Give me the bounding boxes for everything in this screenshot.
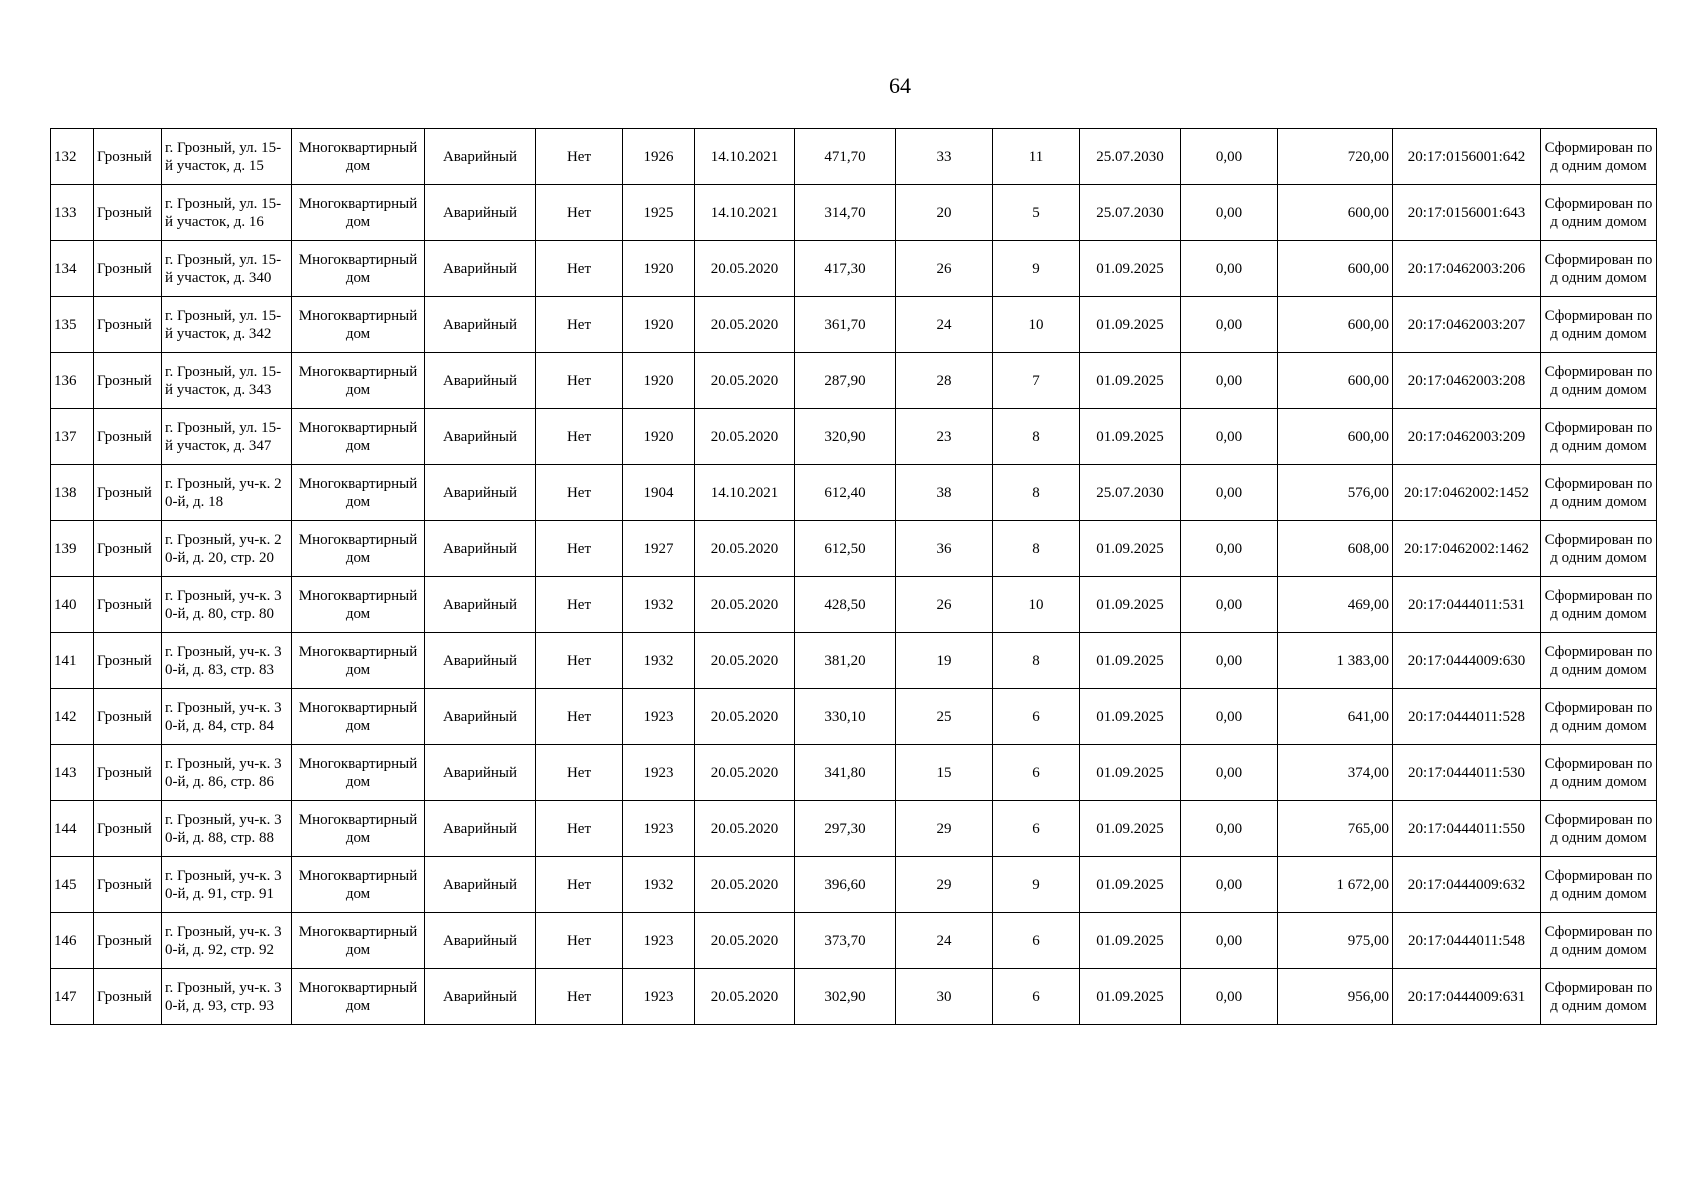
cell-condition-status: Аварийный — [425, 745, 536, 801]
cell-flag: Нет — [536, 913, 623, 969]
page-number: 64 — [889, 73, 911, 98]
table-body — [51, 129, 1657, 1025]
cell-residents: 26 — [896, 577, 993, 633]
cell-land-note: Сформирован под одним домом — [1541, 297, 1657, 353]
cell-area: 417,30 — [795, 241, 896, 297]
cell-value-2: 469,00 — [1278, 577, 1393, 633]
cell-land-note: Сформирован под одним домом — [1541, 577, 1657, 633]
cell-recognition-date: 20.05.2020 — [695, 409, 795, 465]
cell-value-2: 600,00 — [1278, 409, 1393, 465]
cell-flag: Нет — [536, 409, 623, 465]
cell-build-year: 1920 — [623, 297, 695, 353]
cell-address: г. Грозный, уч-к. 30-й, д. 86, стр. 86 — [162, 745, 292, 801]
cell-build-year: 1932 — [623, 633, 695, 689]
cell-land-note: Сформирован под одним домом — [1541, 801, 1657, 857]
cell-residents: 20 — [896, 185, 993, 241]
cell-area: 297,30 — [795, 801, 896, 857]
cell-city: Грозный — [94, 241, 162, 297]
cell-area: 471,70 — [795, 129, 896, 185]
cell-deadline: 01.09.2025 — [1080, 857, 1181, 913]
cell-address: г. Грозный, уч-к. 30-й, д. 84, стр. 84 — [162, 689, 292, 745]
cell-flag: Нет — [536, 185, 623, 241]
cell-city: Грозный — [94, 801, 162, 857]
cell-land-note: Сформирован под одним домом — [1541, 185, 1657, 241]
cell-cadastral-number: 20:17:0156001:643 — [1393, 185, 1541, 241]
cell-land-note: Сформирован под одним домом — [1541, 353, 1657, 409]
cell-city: Грозный — [94, 689, 162, 745]
cell-area: 341,80 — [795, 745, 896, 801]
cell-build-year: 1920 — [623, 241, 695, 297]
cell-city: Грозный — [94, 857, 162, 913]
cell-condition-status: Аварийный — [425, 521, 536, 577]
cell-city: Грозный — [94, 297, 162, 353]
cell-value-1: 0,00 — [1181, 521, 1278, 577]
table-row — [51, 689, 1657, 745]
table-row — [51, 913, 1657, 969]
cell-row-number: 144 — [51, 801, 94, 857]
cell-recognition-date: 20.05.2020 — [695, 633, 795, 689]
cell-condition-status: Аварийный — [425, 857, 536, 913]
cell-recognition-date: 20.05.2020 — [695, 969, 795, 1025]
cell-value-1: 0,00 — [1181, 689, 1278, 745]
cell-recognition-date: 20.05.2020 — [695, 353, 795, 409]
cell-address: г. Грозный, уч-к. 30-й, д. 92, стр. 92 — [162, 913, 292, 969]
cell-cadastral-number: 20:17:0444011:531 — [1393, 577, 1541, 633]
cell-address: г. Грозный, уч-к. 30-й, д. 88, стр. 88 — [162, 801, 292, 857]
cell-build-year: 1923 — [623, 801, 695, 857]
cell-recognition-date: 20.05.2020 — [695, 801, 795, 857]
cell-area: 396,60 — [795, 857, 896, 913]
housing-registry-table — [50, 128, 1657, 1025]
cell-condition-status: Аварийный — [425, 129, 536, 185]
cell-building-type: Многоквартирный дом — [292, 577, 425, 633]
cell-value-2: 374,00 — [1278, 745, 1393, 801]
cell-cadastral-number: 20:17:0462003:208 — [1393, 353, 1541, 409]
cell-city: Грозный — [94, 129, 162, 185]
cell-value-2: 608,00 — [1278, 521, 1393, 577]
cell-deadline: 01.09.2025 — [1080, 745, 1181, 801]
cell-value-1: 0,00 — [1181, 745, 1278, 801]
cell-value-2: 576,00 — [1278, 465, 1393, 521]
cell-value-1: 0,00 — [1181, 241, 1278, 297]
cell-residents: 36 — [896, 521, 993, 577]
cell-row-number: 137 — [51, 409, 94, 465]
cell-deadline: 25.07.2030 — [1080, 465, 1181, 521]
cell-value-1: 0,00 — [1181, 465, 1278, 521]
table-row — [51, 633, 1657, 689]
table-row — [51, 577, 1657, 633]
cell-recognition-date: 20.05.2020 — [695, 241, 795, 297]
cell-recognition-date: 14.10.2021 — [695, 465, 795, 521]
cell-land-note: Сформирован под одним домом — [1541, 521, 1657, 577]
cell-value-2: 1 672,00 — [1278, 857, 1393, 913]
cell-deadline: 01.09.2025 — [1080, 913, 1181, 969]
cell-land-note: Сформирован под одним домом — [1541, 129, 1657, 185]
cell-cadastral-number: 20:17:0462002:1462 — [1393, 521, 1541, 577]
cell-address: г. Грозный, ул. 15-й участок, д. 16 — [162, 185, 292, 241]
cell-address: г. Грозный, уч-к. 20-й, д. 20, стр. 20 — [162, 521, 292, 577]
cell-address: г. Грозный, уч-к. 20-й, д. 18 — [162, 465, 292, 521]
cell-deadline: 25.07.2030 — [1080, 129, 1181, 185]
cell-city: Грозный — [94, 913, 162, 969]
cell-building-type: Многоквартирный дом — [292, 969, 425, 1025]
cell-area: 287,90 — [795, 353, 896, 409]
cell-apartments: 10 — [993, 297, 1080, 353]
cell-apartments: 9 — [993, 857, 1080, 913]
cell-apartments: 6 — [993, 745, 1080, 801]
cell-apartments: 6 — [993, 801, 1080, 857]
cell-build-year: 1920 — [623, 353, 695, 409]
cell-cadastral-number: 20:17:0444011:550 — [1393, 801, 1541, 857]
cell-recognition-date: 20.05.2020 — [695, 689, 795, 745]
cell-area: 361,70 — [795, 297, 896, 353]
cell-land-note: Сформирован под одним домом — [1541, 857, 1657, 913]
cell-building-type: Многоквартирный дом — [292, 913, 425, 969]
cell-land-note: Сформирован под одним домом — [1541, 465, 1657, 521]
cell-row-number: 143 — [51, 745, 94, 801]
cell-flag: Нет — [536, 633, 623, 689]
cell-row-number: 134 — [51, 241, 94, 297]
cell-build-year: 1932 — [623, 857, 695, 913]
cell-apartments: 6 — [993, 913, 1080, 969]
table-row — [51, 129, 1657, 185]
cell-address: г. Грозный, ул. 15-й участок, д. 347 — [162, 409, 292, 465]
cell-value-1: 0,00 — [1181, 801, 1278, 857]
cell-value-2: 720,00 — [1278, 129, 1393, 185]
cell-cadastral-number: 20:17:0444011:528 — [1393, 689, 1541, 745]
cell-apartments: 11 — [993, 129, 1080, 185]
cell-flag: Нет — [536, 801, 623, 857]
cell-building-type: Многоквартирный дом — [292, 465, 425, 521]
cell-condition-status: Аварийный — [425, 633, 536, 689]
cell-value-2: 600,00 — [1278, 353, 1393, 409]
cell-recognition-date: 14.10.2021 — [695, 129, 795, 185]
cell-residents: 38 — [896, 465, 993, 521]
cell-deadline: 01.09.2025 — [1080, 633, 1181, 689]
table-row — [51, 857, 1657, 913]
cell-flag: Нет — [536, 297, 623, 353]
cell-address: г. Грозный, уч-к. 30-й, д. 83, стр. 83 — [162, 633, 292, 689]
cell-value-2: 600,00 — [1278, 241, 1393, 297]
cell-cadastral-number: 20:17:0156001:642 — [1393, 129, 1541, 185]
table-row — [51, 801, 1657, 857]
cell-city: Грозный — [94, 185, 162, 241]
cell-city: Грозный — [94, 521, 162, 577]
cell-building-type: Многоквартирный дом — [292, 409, 425, 465]
cell-flag: Нет — [536, 241, 623, 297]
cell-build-year: 1923 — [623, 969, 695, 1025]
cell-build-year: 1923 — [623, 913, 695, 969]
cell-row-number: 142 — [51, 689, 94, 745]
cell-cadastral-number: 20:17:0444009:632 — [1393, 857, 1541, 913]
cell-area: 612,50 — [795, 521, 896, 577]
cell-recognition-date: 20.05.2020 — [695, 577, 795, 633]
cell-value-1: 0,00 — [1181, 969, 1278, 1025]
cell-condition-status: Аварийный — [425, 409, 536, 465]
cell-area: 612,40 — [795, 465, 896, 521]
cell-flag: Нет — [536, 521, 623, 577]
cell-cadastral-number: 20:17:0462002:1452 — [1393, 465, 1541, 521]
cell-land-note: Сформирован под одним домом — [1541, 633, 1657, 689]
cell-residents: 15 — [896, 745, 993, 801]
cell-city: Грозный — [94, 465, 162, 521]
cell-value-2: 600,00 — [1278, 297, 1393, 353]
cell-row-number: 132 — [51, 129, 94, 185]
table-row — [51, 969, 1657, 1025]
cell-building-type: Многоквартирный дом — [292, 633, 425, 689]
cell-build-year: 1923 — [623, 745, 695, 801]
cell-land-note: Сформирован под одним домом — [1541, 913, 1657, 969]
cell-area: 381,20 — [795, 633, 896, 689]
cell-flag: Нет — [536, 745, 623, 801]
cell-condition-status: Аварийный — [425, 185, 536, 241]
cell-row-number: 146 — [51, 913, 94, 969]
cell-row-number: 138 — [51, 465, 94, 521]
cell-apartments: 10 — [993, 577, 1080, 633]
cell-flag: Нет — [536, 465, 623, 521]
cell-address: г. Грозный, ул. 15-й участок, д. 342 — [162, 297, 292, 353]
cell-address: г. Грозный, ул. 15-й участок, д. 340 — [162, 241, 292, 297]
cell-value-1: 0,00 — [1181, 297, 1278, 353]
cell-building-type: Многоквартирный дом — [292, 801, 425, 857]
cell-recognition-date: 20.05.2020 — [695, 745, 795, 801]
cell-build-year: 1932 — [623, 577, 695, 633]
cell-address: г. Грозный, ул. 15-й участок, д. 15 — [162, 129, 292, 185]
cell-build-year: 1923 — [623, 689, 695, 745]
cell-build-year: 1920 — [623, 409, 695, 465]
cell-residents: 29 — [896, 857, 993, 913]
cell-deadline: 01.09.2025 — [1080, 689, 1181, 745]
cell-value-1: 0,00 — [1181, 353, 1278, 409]
cell-residents: 23 — [896, 409, 993, 465]
cell-building-type: Многоквартирный дом — [292, 521, 425, 577]
cell-recognition-date: 20.05.2020 — [695, 521, 795, 577]
cell-row-number: 141 — [51, 633, 94, 689]
cell-value-1: 0,00 — [1181, 409, 1278, 465]
cell-recognition-date: 20.05.2020 — [695, 857, 795, 913]
cell-value-2: 765,00 — [1278, 801, 1393, 857]
cell-address: г. Грозный, уч-к. 30-й, д. 93, стр. 93 — [162, 969, 292, 1025]
cell-land-note: Сформирован под одним домом — [1541, 689, 1657, 745]
cell-row-number: 147 — [51, 969, 94, 1025]
cell-row-number: 135 — [51, 297, 94, 353]
cell-building-type: Многоквартирный дом — [292, 353, 425, 409]
cell-value-2: 641,00 — [1278, 689, 1393, 745]
cell-value-1: 0,00 — [1181, 913, 1278, 969]
cell-cadastral-number: 20:17:0462003:206 — [1393, 241, 1541, 297]
cell-residents: 24 — [896, 913, 993, 969]
cell-building-type: Многоквартирный дом — [292, 689, 425, 745]
cell-value-2: 1 383,00 — [1278, 633, 1393, 689]
cell-city: Грозный — [94, 353, 162, 409]
cell-building-type: Многоквартирный дом — [292, 297, 425, 353]
cell-cadastral-number: 20:17:0444011:530 — [1393, 745, 1541, 801]
cell-flag: Нет — [536, 353, 623, 409]
cell-apartments: 8 — [993, 633, 1080, 689]
cell-deadline: 01.09.2025 — [1080, 297, 1181, 353]
cell-condition-status: Аварийный — [425, 969, 536, 1025]
cell-value-2: 956,00 — [1278, 969, 1393, 1025]
cell-value-1: 0,00 — [1181, 185, 1278, 241]
table-row — [51, 297, 1657, 353]
cell-land-note: Сформирован под одним домом — [1541, 241, 1657, 297]
cell-flag: Нет — [536, 969, 623, 1025]
cell-building-type: Многоквартирный дом — [292, 241, 425, 297]
cell-apartments: 6 — [993, 969, 1080, 1025]
cell-recognition-date: 20.05.2020 — [695, 913, 795, 969]
table-row — [51, 745, 1657, 801]
table-row — [51, 465, 1657, 521]
cell-deadline: 25.07.2030 — [1080, 185, 1181, 241]
cell-row-number: 145 — [51, 857, 94, 913]
cell-condition-status: Аварийный — [425, 913, 536, 969]
cell-recognition-date: 14.10.2021 — [695, 185, 795, 241]
cell-apartments: 5 — [993, 185, 1080, 241]
cell-condition-status: Аварийный — [425, 297, 536, 353]
cell-residents: 24 — [896, 297, 993, 353]
cell-recognition-date: 20.05.2020 — [695, 297, 795, 353]
cell-condition-status: Аварийный — [425, 689, 536, 745]
table-row — [51, 241, 1657, 297]
cell-condition-status: Аварийный — [425, 353, 536, 409]
cell-apartments: 8 — [993, 521, 1080, 577]
cell-area: 320,90 — [795, 409, 896, 465]
cell-flag: Нет — [536, 857, 623, 913]
cell-value-2: 600,00 — [1278, 185, 1393, 241]
cell-cadastral-number: 20:17:0462003:209 — [1393, 409, 1541, 465]
table-row — [51, 185, 1657, 241]
cell-cadastral-number: 20:17:0462003:207 — [1393, 297, 1541, 353]
cell-build-year: 1926 — [623, 129, 695, 185]
cell-deadline: 01.09.2025 — [1080, 241, 1181, 297]
cell-apartments: 8 — [993, 409, 1080, 465]
cell-flag: Нет — [536, 129, 623, 185]
cell-land-note: Сформирован под одним домом — [1541, 969, 1657, 1025]
cell-cadastral-number: 20:17:0444011:548 — [1393, 913, 1541, 969]
cell-residents: 30 — [896, 969, 993, 1025]
cell-area: 373,70 — [795, 913, 896, 969]
cell-build-year: 1925 — [623, 185, 695, 241]
cell-deadline: 01.09.2025 — [1080, 801, 1181, 857]
cell-deadline: 01.09.2025 — [1080, 353, 1181, 409]
cell-city: Грозный — [94, 577, 162, 633]
cell-residents: 25 — [896, 689, 993, 745]
cell-area: 314,70 — [795, 185, 896, 241]
cell-area: 428,50 — [795, 577, 896, 633]
cell-area: 302,90 — [795, 969, 896, 1025]
cell-deadline: 01.09.2025 — [1080, 969, 1181, 1025]
cell-area: 330,10 — [795, 689, 896, 745]
cell-value-1: 0,00 — [1181, 129, 1278, 185]
cell-land-note: Сформирован под одним домом — [1541, 745, 1657, 801]
cell-apartments: 8 — [993, 465, 1080, 521]
cell-build-year: 1927 — [623, 521, 695, 577]
cell-residents: 33 — [896, 129, 993, 185]
cell-value-1: 0,00 — [1181, 857, 1278, 913]
cell-build-year: 1904 — [623, 465, 695, 521]
cell-building-type: Многоквартирный дом — [292, 185, 425, 241]
cell-address: г. Грозный, ул. 15-й участок, д. 343 — [162, 353, 292, 409]
cell-building-type: Многоквартирный дом — [292, 129, 425, 185]
cell-deadline: 01.09.2025 — [1080, 409, 1181, 465]
cell-residents: 26 — [896, 241, 993, 297]
cell-condition-status: Аварийный — [425, 241, 536, 297]
cell-row-number: 133 — [51, 185, 94, 241]
table-row — [51, 409, 1657, 465]
cell-residents: 29 — [896, 801, 993, 857]
cell-deadline: 01.09.2025 — [1080, 521, 1181, 577]
cell-cadastral-number: 20:17:0444009:630 — [1393, 633, 1541, 689]
cell-city: Грозный — [94, 745, 162, 801]
cell-residents: 19 — [896, 633, 993, 689]
cell-land-note: Сформирован под одним домом — [1541, 409, 1657, 465]
table-row — [51, 353, 1657, 409]
cell-apartments: 7 — [993, 353, 1080, 409]
cell-residents: 28 — [896, 353, 993, 409]
cell-city: Грозный — [94, 409, 162, 465]
cell-city: Грозный — [94, 969, 162, 1025]
cell-value-2: 975,00 — [1278, 913, 1393, 969]
cell-building-type: Многоквартирный дом — [292, 857, 425, 913]
cell-apartments: 9 — [993, 241, 1080, 297]
cell-value-1: 0,00 — [1181, 633, 1278, 689]
cell-condition-status: Аварийный — [425, 577, 536, 633]
cell-flag: Нет — [536, 577, 623, 633]
cell-building-type: Многоквартирный дом — [292, 745, 425, 801]
cell-flag: Нет — [536, 689, 623, 745]
cell-row-number: 139 — [51, 521, 94, 577]
table-row — [51, 521, 1657, 577]
cell-row-number: 136 — [51, 353, 94, 409]
cell-address: г. Грозный, уч-к. 30-й, д. 80, стр. 80 — [162, 577, 292, 633]
cell-condition-status: Аварийный — [425, 801, 536, 857]
cell-city: Грозный — [94, 633, 162, 689]
cell-condition-status: Аварийный — [425, 465, 536, 521]
cell-deadline: 01.09.2025 — [1080, 577, 1181, 633]
cell-cadastral-number: 20:17:0444009:631 — [1393, 969, 1541, 1025]
cell-address: г. Грозный, уч-к. 30-й, д. 91, стр. 91 — [162, 857, 292, 913]
cell-value-1: 0,00 — [1181, 577, 1278, 633]
cell-apartments: 6 — [993, 689, 1080, 745]
cell-row-number: 140 — [51, 577, 94, 633]
